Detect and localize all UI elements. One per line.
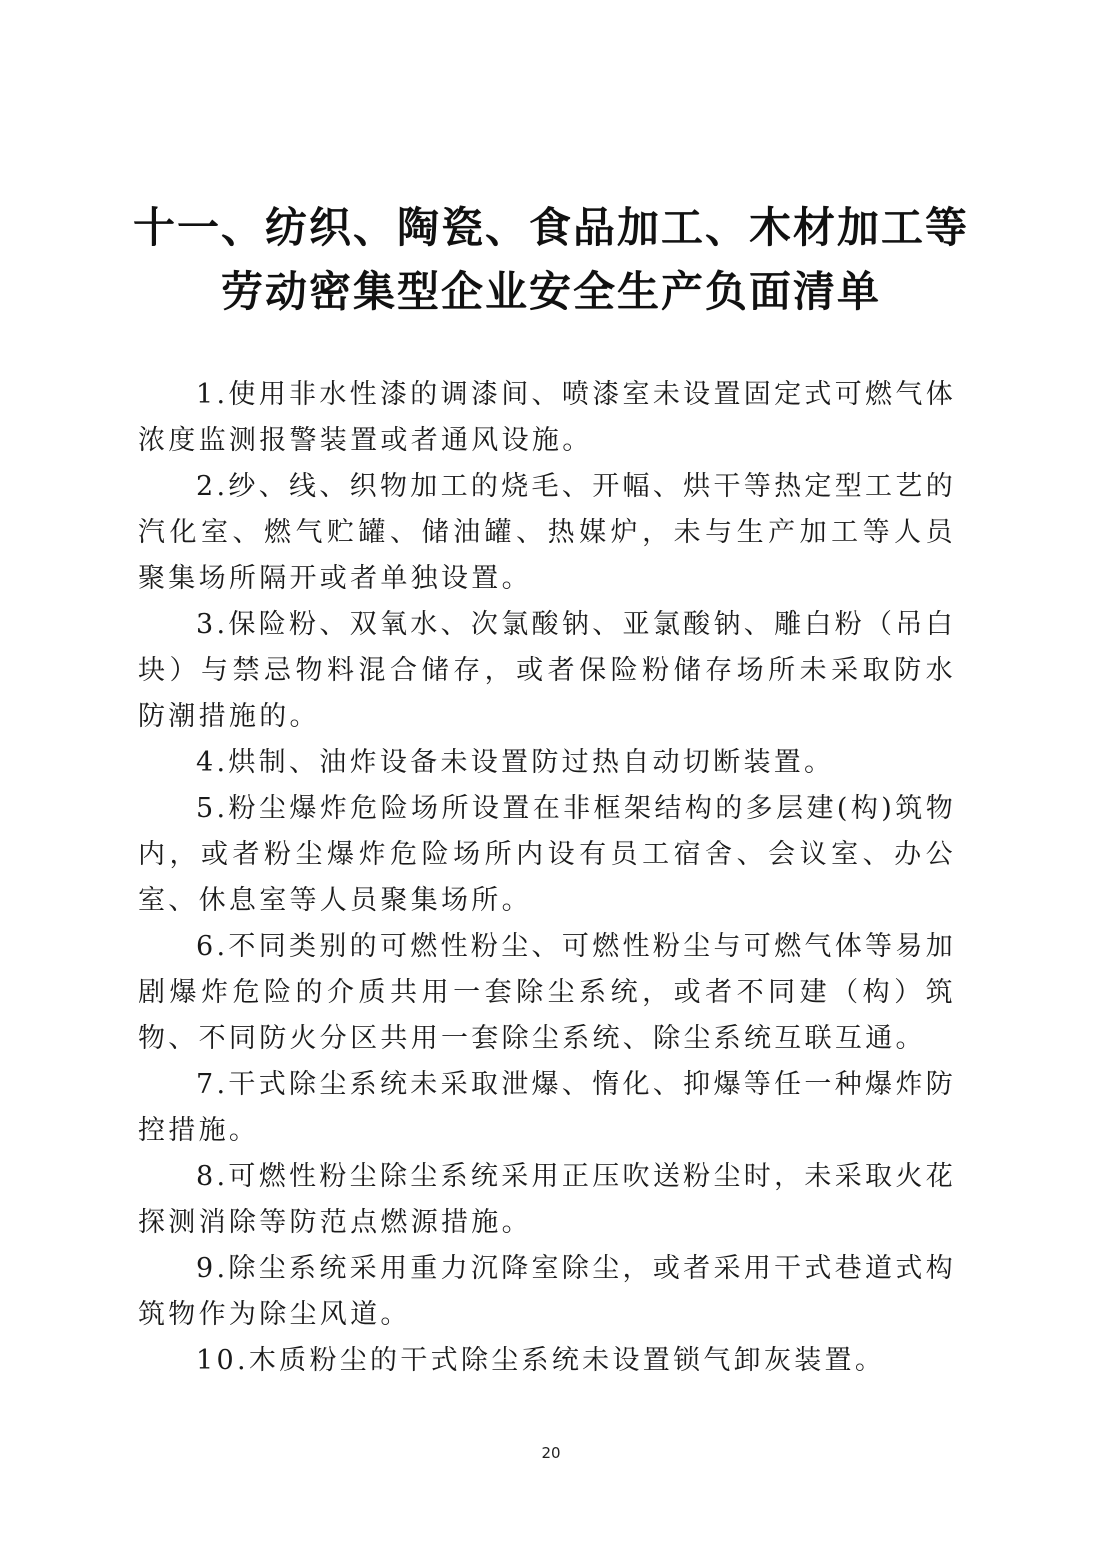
list-item-3: 3.保险粉、双氧水、次氯酸钠、亚氯酸钠、雕白粉（吊白块）与禁忌物料混合储存，或者保险粉储存场所未采取防水防潮措施的。 xyxy=(138,609,956,732)
list-item-6: 6.不同类别的可燃性粉尘、可燃性粉尘与可燃气体等易加剧爆炸危险的介质共用一套除尘系统，或者不同建（构）筑物、不同防火分区共用一套除尘系统、除尘系统互联互通。 xyxy=(138,931,956,1054)
title-line-1: 十一、纺织、陶瓷、食品加工、木材加工等 xyxy=(132,203,969,252)
page-number: 20 xyxy=(541,1444,561,1462)
title-line-2: 劳动密集型企业安全生产负面清单 xyxy=(220,267,881,316)
list-item-2: 2.纱、线、织物加工的烧毛、开幅、烘干等热定型工艺的汽化室、燃气贮罐、储油罐、热媒炉，未与生产加工等人员聚集场所隔开或者单独设置。 xyxy=(138,471,956,594)
document-title xyxy=(0,196,1102,324)
list-item-5: 5.粉尘爆炸危险场所设置在非框架结构的多层建(构)筑物内，或者粉尘爆炸危险场所内设有员工宿舍、会议室、办公室、休息室等人员聚集场所。 xyxy=(138,793,956,916)
list-item-4: 4.烘制、油炸设备未设置防过热自动切断装置。 xyxy=(196,747,835,778)
list-item-10: 10.木质粉尘的干式除尘系统未设置锁气卸灰装置。 xyxy=(196,1345,886,1376)
list-item-8: 8.可燃性粉尘除尘系统采用正压吹送粉尘时，未采取火花探测消除等防范点燃源措施。 xyxy=(138,1161,956,1238)
list-item-7: 7.干式除尘系统未采取泄爆、惰化、抑爆等任一种爆炸防控措施。 xyxy=(138,1069,956,1146)
negative-list-body xyxy=(138,372,956,1384)
list-item-9: 9.除尘系统采用重力沉降室除尘，或者采用干式巷道式构筑物作为除尘风道。 xyxy=(138,1253,956,1330)
list-item-1: 1.使用非水性漆的调漆间、喷漆室未设置固定式可燃气体浓度监测报警装置或者通风设施。 xyxy=(138,379,956,456)
